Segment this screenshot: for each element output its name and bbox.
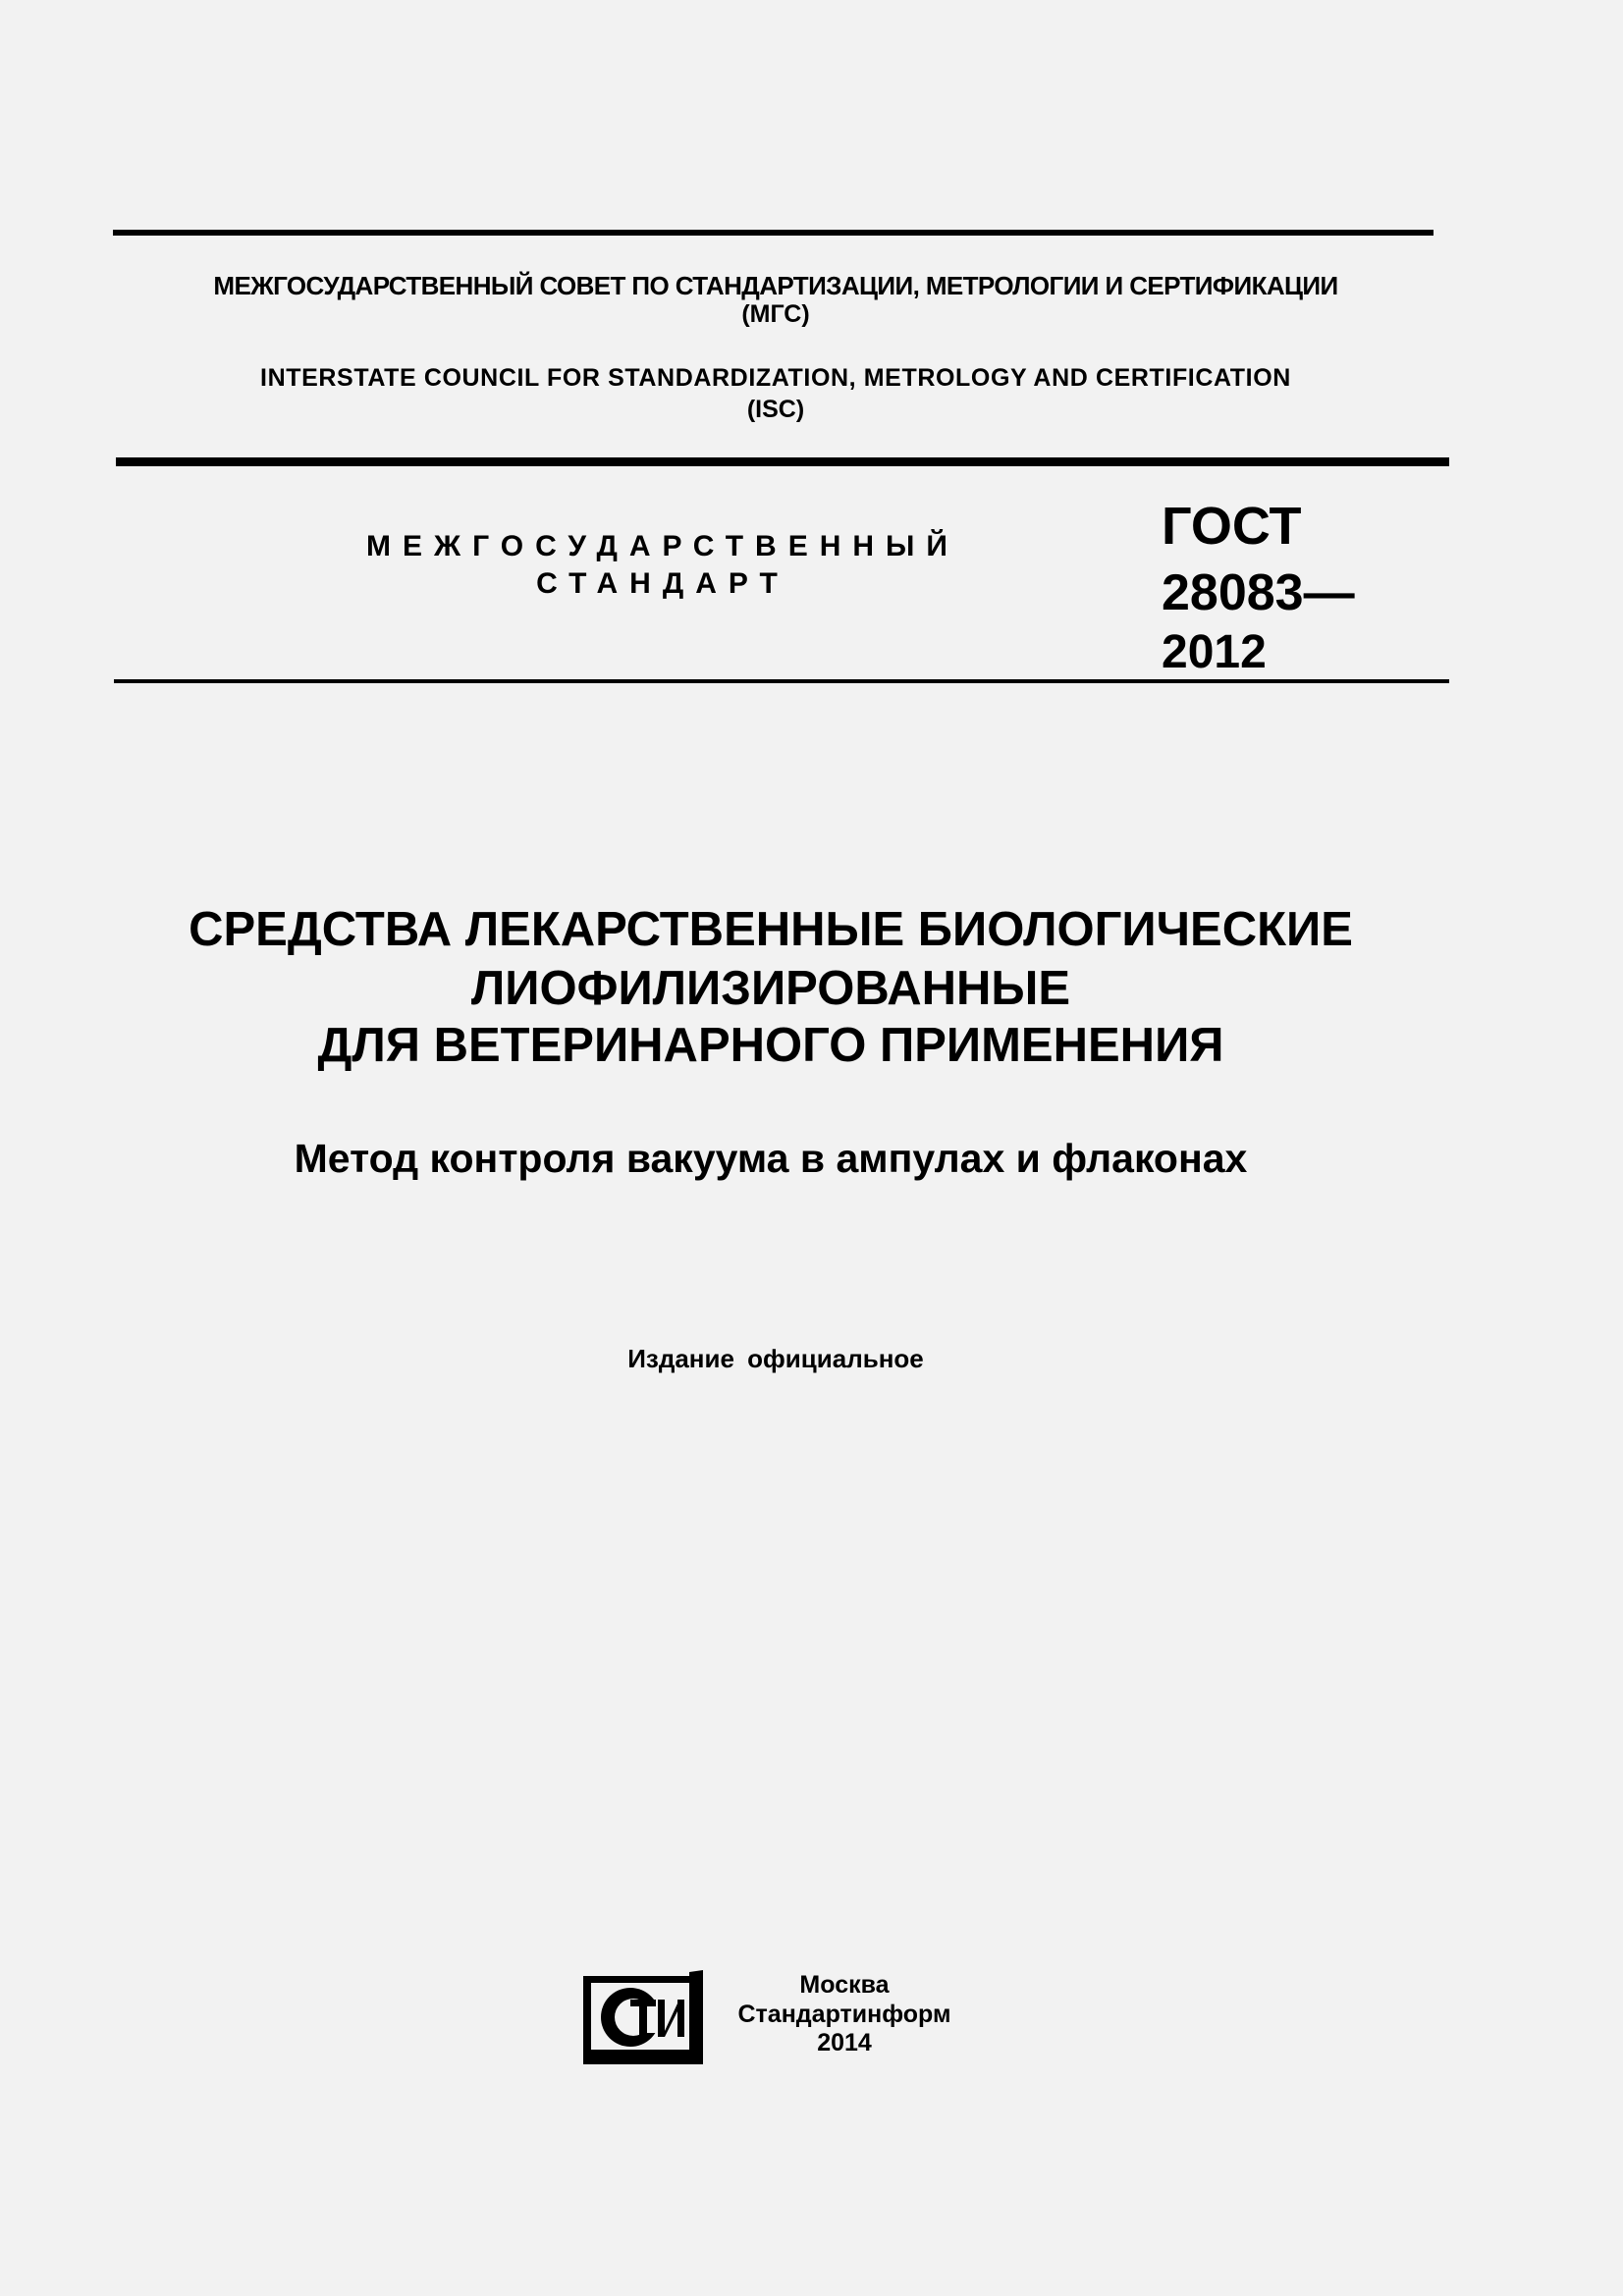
gost-number: 28083— — [1162, 564, 1355, 621]
publisher-name: Стандартинформ — [737, 2001, 951, 2028]
header-bottom-rule — [116, 457, 1449, 466]
standard-bottom-rule — [114, 679, 1449, 683]
council-abbr-en: (ISC) — [746, 396, 805, 423]
council-name-ru: МЕЖГОСУДАРСТВЕННЫЙ СОВЕТ ПО СТАНДАРТИЗАЦИИ, МЕТРОЛОГИИ И СЕРТИФИКАЦИИ — [213, 271, 1338, 300]
document-title-line1: СРЕДСТВА ЛЕКАРСТВЕННЫЕ БИОЛОГИЧЕСКИЕ — [189, 903, 1353, 956]
standard-kind-line2: СТАНДАРТ — [536, 567, 789, 600]
gost-year: 2012 — [1162, 626, 1267, 678]
council-name-en: INTERSTATE COUNCIL FOR STANDARDIZATION, METROLOGY AND CERTIFICATION — [260, 364, 1291, 392]
standartinform-logo-icon — [579, 1970, 707, 2068]
standard-kind-line1: МЕЖГОСУДАРСТВЕННЫЙ — [366, 530, 959, 562]
document-title-line2: ЛИОФИЛИЗИРОВАННЫЕ — [470, 962, 1071, 1015]
top-rule — [113, 230, 1434, 236]
publication-year: 2014 — [817, 2029, 872, 2056]
edition-note: Издание официальное — [627, 1344, 924, 1373]
council-abbr-ru: (МГС) — [741, 300, 810, 328]
publisher-city: Москва — [799, 1971, 890, 1999]
document-subtitle: Метод контроля вакуума в ампулах и флаконах — [294, 1136, 1248, 1181]
gost-label: ГОСТ — [1162, 497, 1302, 556]
document-title-line3: ДЛЯ ВЕТЕРИНАРНОГО ПРИМЕНЕНИЯ — [317, 1019, 1224, 1072]
